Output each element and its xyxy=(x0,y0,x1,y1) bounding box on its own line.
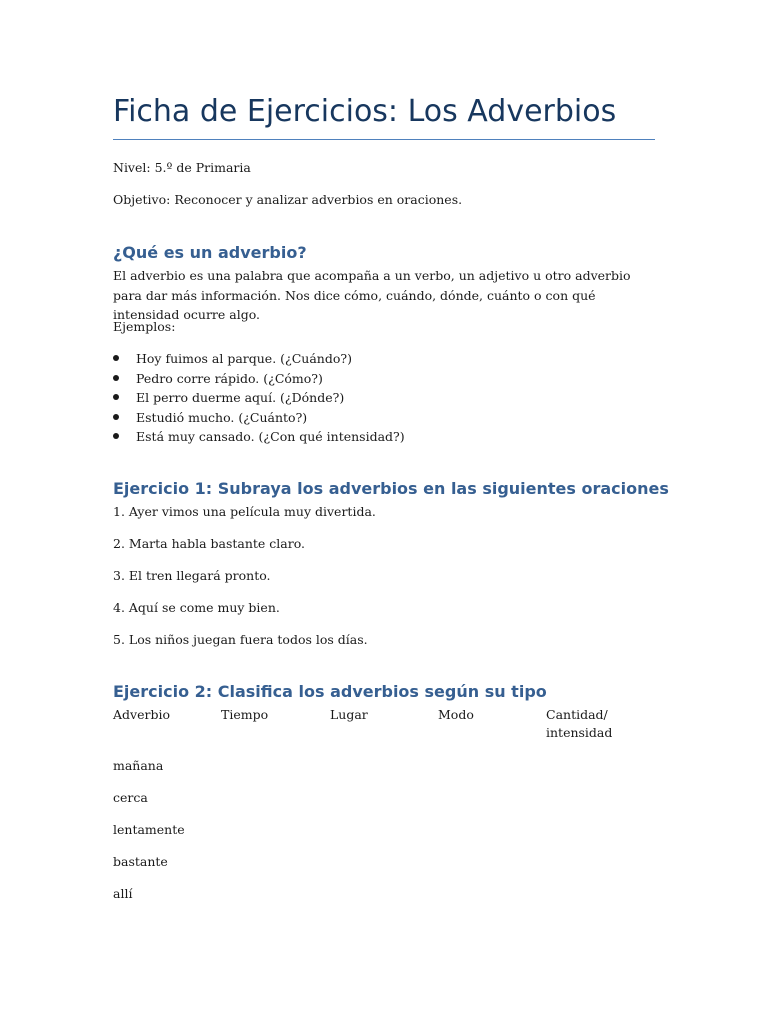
title-underline xyxy=(113,139,655,140)
exercise1-heading: Ejercicio 1: Subraya los adverbios en las siguientes oraciones xyxy=(113,479,669,498)
bullet-icon xyxy=(113,414,119,420)
bullet-icon xyxy=(113,375,119,381)
table-row-adverb: cerca xyxy=(113,790,148,805)
table-row-adverb: mañana xyxy=(113,758,164,773)
exercise1-item: 1. Ayer vimos una película muy divertida. xyxy=(113,504,376,519)
page-title: Ficha de Ejercicios: Los Adverbios xyxy=(113,94,617,129)
table-row-adverb: bastante xyxy=(113,854,168,869)
table-header-lugar: Lugar xyxy=(330,707,368,722)
examples-label: Ejemplos: xyxy=(113,319,176,334)
example-text: Estudió mucho. (¿Cuánto?) xyxy=(136,409,308,425)
table-row-adverb: lentamente xyxy=(113,822,185,837)
example-text: El perro duerme aquí. (¿Dónde?) xyxy=(136,390,345,405)
section-heading-what-is-adverb: ¿Qué es un adverbio? xyxy=(113,243,307,262)
bullet-icon xyxy=(113,355,119,361)
exercise1-item: 5. Los niños juegan fuera todos los días. xyxy=(113,632,368,647)
example-text: Está muy cansado. (¿Con qué intensidad?) xyxy=(136,429,405,444)
exercise1-item: 3. El tren llegará pronto. xyxy=(113,568,271,583)
level-line: Nivel: 5.º de Primaria xyxy=(113,160,251,175)
list-item xyxy=(113,369,405,389)
table-header-tiempo: Tiempo xyxy=(221,707,269,722)
list-item xyxy=(113,427,405,447)
list-item xyxy=(113,349,405,369)
list-item xyxy=(113,408,405,428)
objective-line: Objetivo: Reconocer y analizar adverbios en oraciones. xyxy=(113,192,463,207)
table-header-adverbio: Adverbio xyxy=(113,707,170,722)
list-item xyxy=(113,388,405,408)
exercise1-item: 2. Marta habla bastante claro. xyxy=(113,536,305,551)
exercise1-item: 4. Aquí se come muy bien. xyxy=(113,600,280,615)
table-row-adverb: allí xyxy=(113,886,133,901)
definition-paragraph: El adverbio es una palabra que acompaña a un verbo, un adjetivo u otro adverbio para dar más información. Nos dice cómo, cuándo, dónde, cuánto o con qué intensidad ocurre algo. xyxy=(113,268,631,322)
example-text: Hoy fuimos al parque. (¿Cuándo?) xyxy=(136,351,352,366)
table-header-cantidad: Cantidad/ intensidad xyxy=(546,707,613,740)
examples-list xyxy=(113,349,405,447)
bullet-icon xyxy=(113,433,119,439)
example-text: Pedro corre rápido. (¿Cómo?) xyxy=(136,370,323,386)
bullet-icon xyxy=(113,394,119,400)
table-header-modo: Modo xyxy=(438,707,474,722)
exercise2-heading: Ejercicio 2: Clasifica los adverbios según su tipo xyxy=(113,682,547,701)
